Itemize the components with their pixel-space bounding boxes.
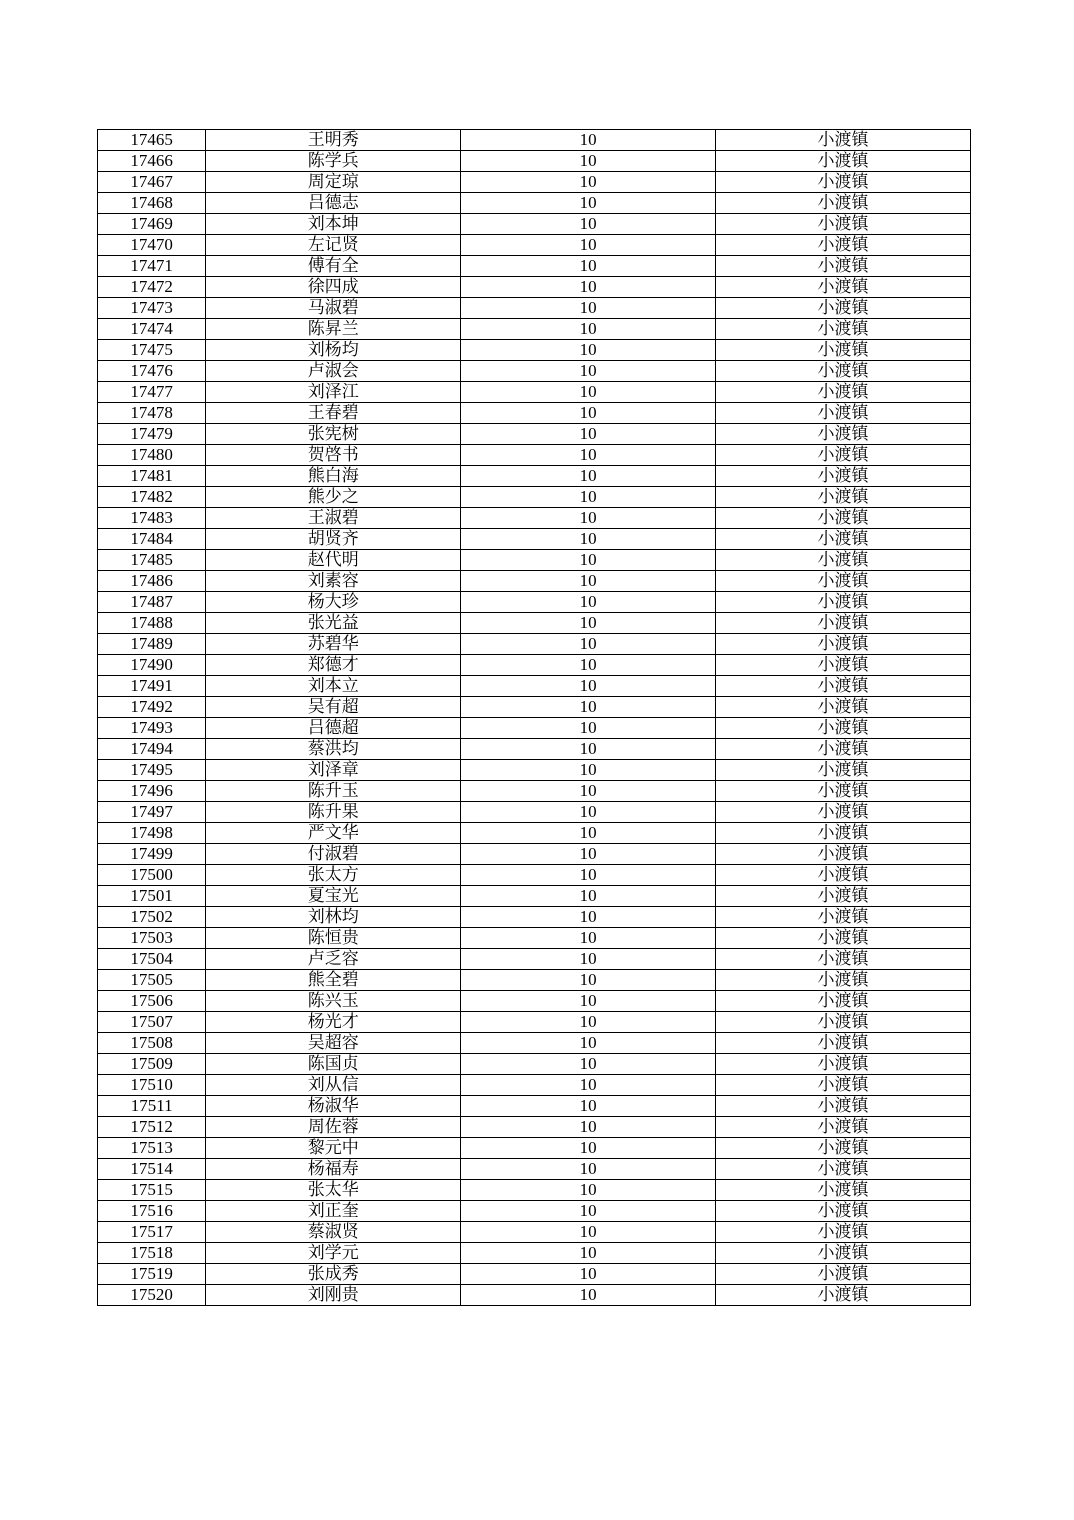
name-cell: 傅有全 bbox=[206, 256, 461, 277]
id-cell: 17483 bbox=[98, 508, 206, 529]
name-cell: 刘泽江 bbox=[206, 382, 461, 403]
id-cell: 17475 bbox=[98, 340, 206, 361]
amount-cell: 10 bbox=[461, 844, 716, 865]
amount-cell: 10 bbox=[461, 424, 716, 445]
amount-cell: 10 bbox=[461, 151, 716, 172]
name-cell: 胡贤齐 bbox=[206, 529, 461, 550]
town-cell: 小渡镇 bbox=[716, 781, 971, 802]
town-cell: 小渡镇 bbox=[716, 298, 971, 319]
name-cell: 苏碧华 bbox=[206, 634, 461, 655]
amount-cell: 10 bbox=[461, 1159, 716, 1180]
amount-cell: 10 bbox=[461, 382, 716, 403]
id-cell: 17490 bbox=[98, 655, 206, 676]
name-cell: 左记贤 bbox=[206, 235, 461, 256]
id-cell: 17514 bbox=[98, 1159, 206, 1180]
name-cell: 陈学兵 bbox=[206, 151, 461, 172]
amount-cell: 10 bbox=[461, 508, 716, 529]
name-cell: 吴超容 bbox=[206, 1033, 461, 1054]
name-cell: 吕德志 bbox=[206, 193, 461, 214]
town-cell: 小渡镇 bbox=[716, 382, 971, 403]
table-row bbox=[98, 592, 971, 613]
id-cell: 17474 bbox=[98, 319, 206, 340]
town-cell: 小渡镇 bbox=[716, 1201, 971, 1222]
id-cell: 17499 bbox=[98, 844, 206, 865]
id-cell: 17508 bbox=[98, 1033, 206, 1054]
name-cell: 刘刚贵 bbox=[206, 1285, 461, 1306]
amount-cell: 10 bbox=[461, 1285, 716, 1306]
town-cell: 小渡镇 bbox=[716, 235, 971, 256]
table-row bbox=[98, 508, 971, 529]
table-row bbox=[98, 676, 971, 697]
table-row bbox=[98, 1222, 971, 1243]
amount-cell: 10 bbox=[461, 193, 716, 214]
name-cell: 杨淑华 bbox=[206, 1096, 461, 1117]
name-cell: 卢淑会 bbox=[206, 361, 461, 382]
amount-cell: 10 bbox=[461, 739, 716, 760]
amount-cell: 10 bbox=[461, 697, 716, 718]
amount-cell: 10 bbox=[461, 655, 716, 676]
table-row bbox=[98, 151, 971, 172]
amount-cell: 10 bbox=[461, 1180, 716, 1201]
table-row bbox=[98, 1117, 971, 1138]
name-cell: 刘本立 bbox=[206, 676, 461, 697]
id-cell: 17476 bbox=[98, 361, 206, 382]
name-cell: 陈昇兰 bbox=[206, 319, 461, 340]
amount-cell: 10 bbox=[461, 1096, 716, 1117]
table-row bbox=[98, 193, 971, 214]
name-cell: 杨光才 bbox=[206, 1012, 461, 1033]
id-cell: 17505 bbox=[98, 970, 206, 991]
name-cell: 刘泽章 bbox=[206, 760, 461, 781]
name-cell: 陈恒贵 bbox=[206, 928, 461, 949]
amount-cell: 10 bbox=[461, 361, 716, 382]
name-cell: 夏宝光 bbox=[206, 886, 461, 907]
town-cell: 小渡镇 bbox=[716, 613, 971, 634]
town-cell: 小渡镇 bbox=[716, 214, 971, 235]
id-cell: 17516 bbox=[98, 1201, 206, 1222]
table-row bbox=[98, 760, 971, 781]
table-row bbox=[98, 1054, 971, 1075]
table-row bbox=[98, 949, 971, 970]
name-cell: 张太华 bbox=[206, 1180, 461, 1201]
table-row bbox=[98, 1264, 971, 1285]
name-cell: 吴有超 bbox=[206, 697, 461, 718]
town-cell: 小渡镇 bbox=[716, 697, 971, 718]
id-cell: 17479 bbox=[98, 424, 206, 445]
table-row bbox=[98, 718, 971, 739]
table-row bbox=[98, 1243, 971, 1264]
amount-cell: 10 bbox=[461, 1264, 716, 1285]
name-cell: 蔡淑贤 bbox=[206, 1222, 461, 1243]
town-cell: 小渡镇 bbox=[716, 466, 971, 487]
id-cell: 17513 bbox=[98, 1138, 206, 1159]
table-body bbox=[98, 130, 971, 1306]
id-cell: 17518 bbox=[98, 1243, 206, 1264]
table-row bbox=[98, 487, 971, 508]
id-cell: 17469 bbox=[98, 214, 206, 235]
town-cell: 小渡镇 bbox=[716, 1264, 971, 1285]
town-cell: 小渡镇 bbox=[716, 655, 971, 676]
name-cell: 陈升玉 bbox=[206, 781, 461, 802]
name-cell: 刘杨均 bbox=[206, 340, 461, 361]
name-cell: 严文华 bbox=[206, 823, 461, 844]
id-cell: 17496 bbox=[98, 781, 206, 802]
town-cell: 小渡镇 bbox=[716, 676, 971, 697]
table-row bbox=[98, 382, 971, 403]
table-row bbox=[98, 634, 971, 655]
id-cell: 17488 bbox=[98, 613, 206, 634]
amount-cell: 10 bbox=[461, 1012, 716, 1033]
table-row bbox=[98, 403, 971, 424]
town-cell: 小渡镇 bbox=[716, 886, 971, 907]
table-row bbox=[98, 844, 971, 865]
amount-cell: 10 bbox=[461, 571, 716, 592]
town-cell: 小渡镇 bbox=[716, 1012, 971, 1033]
id-cell: 17503 bbox=[98, 928, 206, 949]
id-cell: 17493 bbox=[98, 718, 206, 739]
data-table bbox=[97, 129, 971, 1306]
name-cell: 周佐蓉 bbox=[206, 1117, 461, 1138]
id-cell: 17506 bbox=[98, 991, 206, 1012]
town-cell: 小渡镇 bbox=[716, 1075, 971, 1096]
town-cell: 小渡镇 bbox=[716, 739, 971, 760]
table-row bbox=[98, 1138, 971, 1159]
id-cell: 17477 bbox=[98, 382, 206, 403]
amount-cell: 10 bbox=[461, 676, 716, 697]
town-cell: 小渡镇 bbox=[716, 592, 971, 613]
table-row bbox=[98, 781, 971, 802]
amount-cell: 10 bbox=[461, 1033, 716, 1054]
name-cell: 蔡洪均 bbox=[206, 739, 461, 760]
amount-cell: 10 bbox=[461, 403, 716, 424]
id-cell: 17520 bbox=[98, 1285, 206, 1306]
town-cell: 小渡镇 bbox=[716, 907, 971, 928]
name-cell: 徐四成 bbox=[206, 277, 461, 298]
amount-cell: 10 bbox=[461, 487, 716, 508]
town-cell: 小渡镇 bbox=[716, 991, 971, 1012]
id-cell: 17494 bbox=[98, 739, 206, 760]
name-cell: 刘从信 bbox=[206, 1075, 461, 1096]
amount-cell: 10 bbox=[461, 1117, 716, 1138]
table-row bbox=[98, 340, 971, 361]
table-row bbox=[98, 1159, 971, 1180]
id-cell: 17495 bbox=[98, 760, 206, 781]
table-row bbox=[98, 466, 971, 487]
table-row bbox=[98, 529, 971, 550]
table-row bbox=[98, 1201, 971, 1222]
table-row bbox=[98, 550, 971, 571]
id-cell: 17465 bbox=[98, 130, 206, 151]
amount-cell: 10 bbox=[461, 991, 716, 1012]
name-cell: 王淑碧 bbox=[206, 508, 461, 529]
table-row bbox=[98, 214, 971, 235]
id-cell: 17515 bbox=[98, 1180, 206, 1201]
town-cell: 小渡镇 bbox=[716, 1180, 971, 1201]
table-row bbox=[98, 613, 971, 634]
name-cell: 陈国贞 bbox=[206, 1054, 461, 1075]
id-cell: 17492 bbox=[98, 697, 206, 718]
table-row bbox=[98, 823, 971, 844]
amount-cell: 10 bbox=[461, 277, 716, 298]
table-row bbox=[98, 802, 971, 823]
name-cell: 付淑碧 bbox=[206, 844, 461, 865]
town-cell: 小渡镇 bbox=[716, 865, 971, 886]
id-cell: 17504 bbox=[98, 949, 206, 970]
amount-cell: 10 bbox=[461, 1138, 716, 1159]
town-cell: 小渡镇 bbox=[716, 949, 971, 970]
name-cell: 王明秀 bbox=[206, 130, 461, 151]
amount-cell: 10 bbox=[461, 214, 716, 235]
amount-cell: 10 bbox=[461, 634, 716, 655]
table-row bbox=[98, 1012, 971, 1033]
amount-cell: 10 bbox=[461, 907, 716, 928]
name-cell: 张宪树 bbox=[206, 424, 461, 445]
amount-cell: 10 bbox=[461, 256, 716, 277]
town-cell: 小渡镇 bbox=[716, 1243, 971, 1264]
id-cell: 17467 bbox=[98, 172, 206, 193]
name-cell: 赵代明 bbox=[206, 550, 461, 571]
id-cell: 17509 bbox=[98, 1054, 206, 1075]
town-cell: 小渡镇 bbox=[716, 1033, 971, 1054]
name-cell: 马淑碧 bbox=[206, 298, 461, 319]
id-cell: 17519 bbox=[98, 1264, 206, 1285]
name-cell: 刘本坤 bbox=[206, 214, 461, 235]
amount-cell: 10 bbox=[461, 466, 716, 487]
id-cell: 17511 bbox=[98, 1096, 206, 1117]
amount-cell: 10 bbox=[461, 319, 716, 340]
amount-cell: 10 bbox=[461, 823, 716, 844]
name-cell: 熊白海 bbox=[206, 466, 461, 487]
amount-cell: 10 bbox=[461, 718, 716, 739]
amount-cell: 10 bbox=[461, 613, 716, 634]
id-cell: 17485 bbox=[98, 550, 206, 571]
name-cell: 熊全碧 bbox=[206, 970, 461, 991]
town-cell: 小渡镇 bbox=[716, 319, 971, 340]
name-cell: 陈兴玉 bbox=[206, 991, 461, 1012]
town-cell: 小渡镇 bbox=[716, 193, 971, 214]
name-cell: 张光益 bbox=[206, 613, 461, 634]
table-row bbox=[98, 655, 971, 676]
id-cell: 17491 bbox=[98, 676, 206, 697]
town-cell: 小渡镇 bbox=[716, 130, 971, 151]
table-row bbox=[98, 1075, 971, 1096]
table-row bbox=[98, 1033, 971, 1054]
id-cell: 17497 bbox=[98, 802, 206, 823]
amount-cell: 10 bbox=[461, 970, 716, 991]
table-row bbox=[98, 970, 971, 991]
amount-cell: 10 bbox=[461, 550, 716, 571]
amount-cell: 10 bbox=[461, 1054, 716, 1075]
amount-cell: 10 bbox=[461, 298, 716, 319]
table-row bbox=[98, 1180, 971, 1201]
id-cell: 17498 bbox=[98, 823, 206, 844]
id-cell: 17486 bbox=[98, 571, 206, 592]
name-cell: 郑德才 bbox=[206, 655, 461, 676]
name-cell: 吕德超 bbox=[206, 718, 461, 739]
town-cell: 小渡镇 bbox=[716, 340, 971, 361]
name-cell: 刘林均 bbox=[206, 907, 461, 928]
amount-cell: 10 bbox=[461, 1243, 716, 1264]
town-cell: 小渡镇 bbox=[716, 928, 971, 949]
id-cell: 17482 bbox=[98, 487, 206, 508]
id-cell: 17466 bbox=[98, 151, 206, 172]
town-cell: 小渡镇 bbox=[716, 970, 971, 991]
town-cell: 小渡镇 bbox=[716, 1054, 971, 1075]
id-cell: 17481 bbox=[98, 466, 206, 487]
id-cell: 17471 bbox=[98, 256, 206, 277]
table-row bbox=[98, 361, 971, 382]
id-cell: 17502 bbox=[98, 907, 206, 928]
town-cell: 小渡镇 bbox=[716, 760, 971, 781]
name-cell: 王春碧 bbox=[206, 403, 461, 424]
amount-cell: 10 bbox=[461, 445, 716, 466]
town-cell: 小渡镇 bbox=[716, 550, 971, 571]
amount-cell: 10 bbox=[461, 592, 716, 613]
table-row bbox=[98, 991, 971, 1012]
name-cell: 贺啓书 bbox=[206, 445, 461, 466]
table-row bbox=[98, 277, 971, 298]
town-cell: 小渡镇 bbox=[716, 424, 971, 445]
name-cell: 刘素容 bbox=[206, 571, 461, 592]
amount-cell: 10 bbox=[461, 781, 716, 802]
amount-cell: 10 bbox=[461, 235, 716, 256]
town-cell: 小渡镇 bbox=[716, 571, 971, 592]
table-row bbox=[98, 235, 971, 256]
town-cell: 小渡镇 bbox=[716, 844, 971, 865]
amount-cell: 10 bbox=[461, 949, 716, 970]
id-cell: 17470 bbox=[98, 235, 206, 256]
table-row bbox=[98, 571, 971, 592]
amount-cell: 10 bbox=[461, 1075, 716, 1096]
town-cell: 小渡镇 bbox=[716, 487, 971, 508]
table-row bbox=[98, 130, 971, 151]
town-cell: 小渡镇 bbox=[716, 634, 971, 655]
town-cell: 小渡镇 bbox=[716, 1096, 971, 1117]
town-cell: 小渡镇 bbox=[716, 529, 971, 550]
id-cell: 17517 bbox=[98, 1222, 206, 1243]
town-cell: 小渡镇 bbox=[716, 823, 971, 844]
town-cell: 小渡镇 bbox=[716, 403, 971, 424]
name-cell: 陈升果 bbox=[206, 802, 461, 823]
id-cell: 17468 bbox=[98, 193, 206, 214]
id-cell: 17510 bbox=[98, 1075, 206, 1096]
name-cell: 卢乏容 bbox=[206, 949, 461, 970]
town-cell: 小渡镇 bbox=[716, 1285, 971, 1306]
town-cell: 小渡镇 bbox=[716, 361, 971, 382]
id-cell: 17484 bbox=[98, 529, 206, 550]
id-cell: 17487 bbox=[98, 592, 206, 613]
amount-cell: 10 bbox=[461, 1222, 716, 1243]
id-cell: 17507 bbox=[98, 1012, 206, 1033]
town-cell: 小渡镇 bbox=[716, 256, 971, 277]
amount-cell: 10 bbox=[461, 760, 716, 781]
table-row bbox=[98, 865, 971, 886]
table-row bbox=[98, 1285, 971, 1306]
amount-cell: 10 bbox=[461, 1201, 716, 1222]
town-cell: 小渡镇 bbox=[716, 1159, 971, 1180]
name-cell: 张成秀 bbox=[206, 1264, 461, 1285]
town-cell: 小渡镇 bbox=[716, 1222, 971, 1243]
town-cell: 小渡镇 bbox=[716, 445, 971, 466]
town-cell: 小渡镇 bbox=[716, 802, 971, 823]
name-cell: 张太方 bbox=[206, 865, 461, 886]
town-cell: 小渡镇 bbox=[716, 172, 971, 193]
town-cell: 小渡镇 bbox=[716, 718, 971, 739]
name-cell: 熊少之 bbox=[206, 487, 461, 508]
table-row bbox=[98, 319, 971, 340]
name-cell: 黎元中 bbox=[206, 1138, 461, 1159]
town-cell: 小渡镇 bbox=[716, 151, 971, 172]
name-cell: 杨大珍 bbox=[206, 592, 461, 613]
table-row bbox=[98, 928, 971, 949]
amount-cell: 10 bbox=[461, 928, 716, 949]
table-row bbox=[98, 1096, 971, 1117]
amount-cell: 10 bbox=[461, 130, 716, 151]
table-row bbox=[98, 886, 971, 907]
town-cell: 小渡镇 bbox=[716, 1117, 971, 1138]
table-row bbox=[98, 697, 971, 718]
town-cell: 小渡镇 bbox=[716, 508, 971, 529]
id-cell: 17478 bbox=[98, 403, 206, 424]
amount-cell: 10 bbox=[461, 802, 716, 823]
id-cell: 17501 bbox=[98, 886, 206, 907]
amount-cell: 10 bbox=[461, 529, 716, 550]
table-row bbox=[98, 739, 971, 760]
table-row bbox=[98, 424, 971, 445]
id-cell: 17489 bbox=[98, 634, 206, 655]
town-cell: 小渡镇 bbox=[716, 1138, 971, 1159]
id-cell: 17500 bbox=[98, 865, 206, 886]
amount-cell: 10 bbox=[461, 172, 716, 193]
table-row bbox=[98, 298, 971, 319]
table-row bbox=[98, 172, 971, 193]
id-cell: 17473 bbox=[98, 298, 206, 319]
id-cell: 17472 bbox=[98, 277, 206, 298]
table-row bbox=[98, 256, 971, 277]
amount-cell: 10 bbox=[461, 340, 716, 361]
name-cell: 周定琼 bbox=[206, 172, 461, 193]
id-cell: 17480 bbox=[98, 445, 206, 466]
town-cell: 小渡镇 bbox=[716, 277, 971, 298]
name-cell: 刘学元 bbox=[206, 1243, 461, 1264]
table-row bbox=[98, 445, 971, 466]
table-row bbox=[98, 907, 971, 928]
name-cell: 杨福寿 bbox=[206, 1159, 461, 1180]
name-cell: 刘正奎 bbox=[206, 1201, 461, 1222]
id-cell: 17512 bbox=[98, 1117, 206, 1138]
amount-cell: 10 bbox=[461, 886, 716, 907]
amount-cell: 10 bbox=[461, 865, 716, 886]
